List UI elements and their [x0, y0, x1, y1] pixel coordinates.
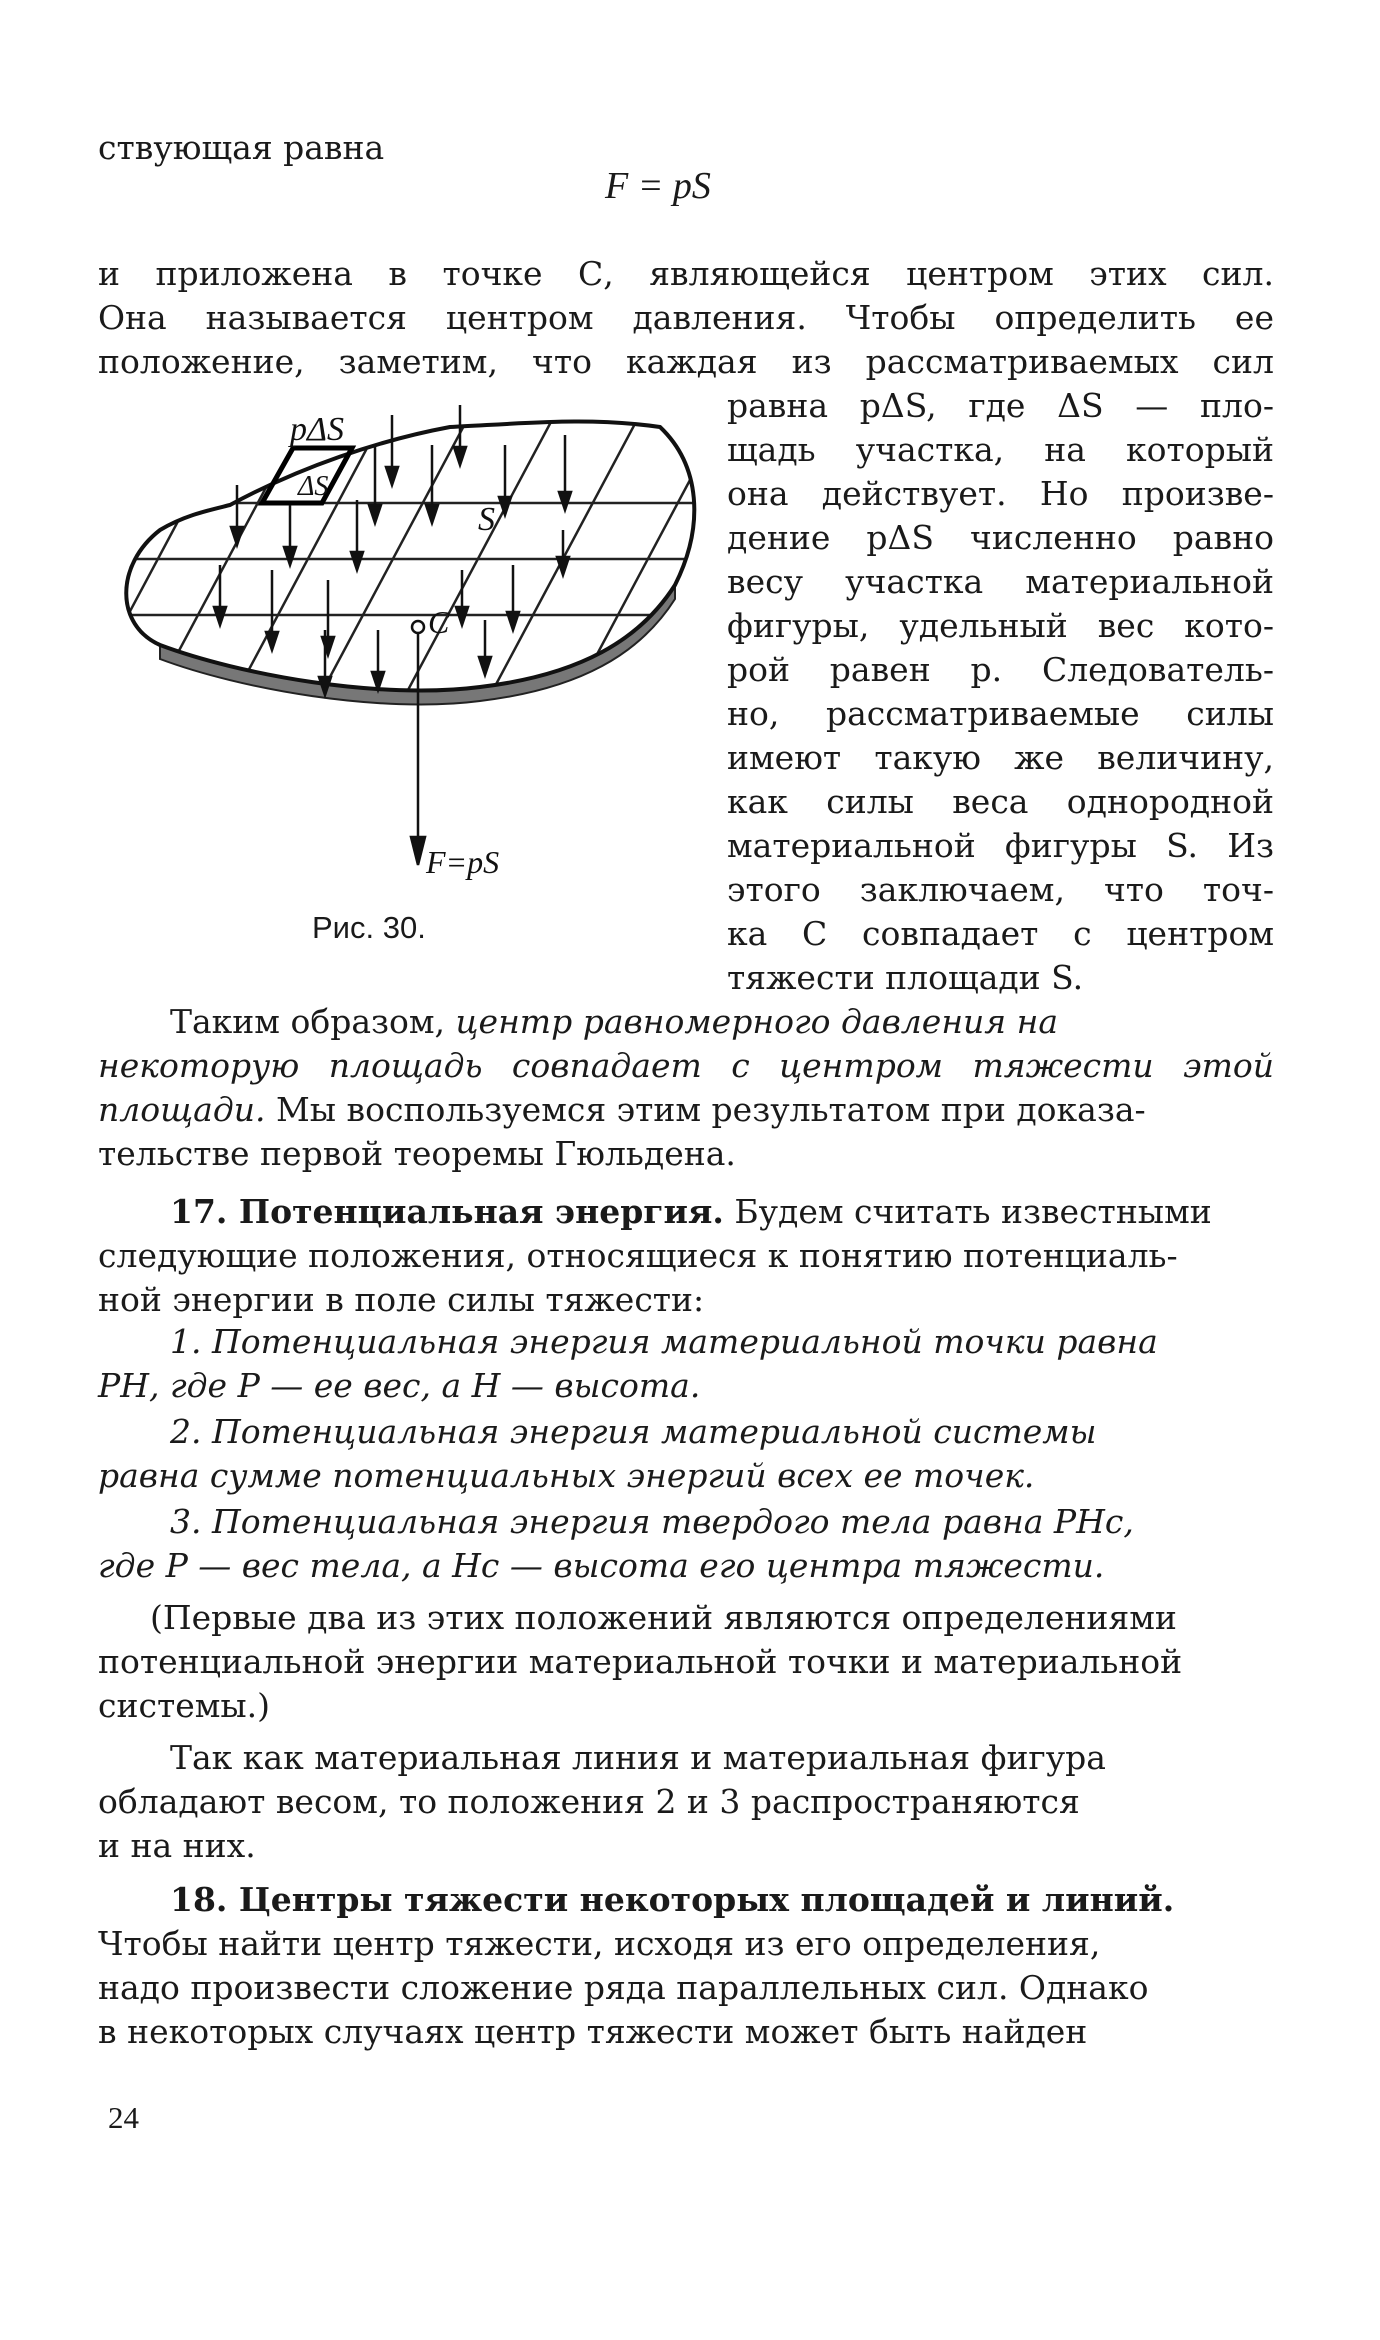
section17-line1: Будем считать известными: [723, 1192, 1212, 1231]
wrap-line-11: материальной фигуры S. Из: [727, 826, 1274, 865]
wrap-line-10: как силы веса однородной: [727, 782, 1274, 821]
section17-heading-line: [170, 1190, 1212, 1234]
para1-line1: и приложена в точке С, являющейся центром этих сил.: [98, 254, 1274, 293]
para2-line4: тельстве первой теоремы Гюльдена.: [98, 1134, 736, 1173]
section18-line3: в некоторых случаях центр тяжести может быть найден: [98, 2012, 1088, 2051]
figure-outline: [126, 422, 694, 691]
section17-line3: ной энергии в поле силы тяжести:: [98, 1280, 705, 1319]
item1-line2: PH, где P — ее вес, а H — высота.: [98, 1366, 701, 1405]
header-fragment: ствующая равна: [98, 128, 385, 167]
wrap-line-12: этого заключаем, что точ-: [727, 870, 1274, 909]
label-p-delta-s: pΔS: [290, 411, 344, 448]
label-c: C: [428, 604, 450, 640]
para3-line1: (Первые два из этих положений являются определениями: [150, 1598, 1177, 1637]
wrap-line-14: тяжести площади S.: [727, 958, 1084, 997]
center-point-c: [412, 621, 424, 633]
item3-line2: где P — вес тела, а Hc — высота его центра тяжести.: [98, 1546, 1105, 1585]
page-number: 24: [108, 2100, 139, 2135]
section18-line2: надо произвести сложение ряда параллельных сил. Однако: [98, 1968, 1149, 2007]
wrap-line-6: фигуры, удельный вес кото-: [727, 606, 1274, 645]
section18-line1: Чтобы найти центр тяжести, исходя из его определения,: [98, 1924, 1101, 1963]
equation-f-ps: F = pS: [605, 165, 711, 207]
wrap-line-3: она действует. Но произве-: [727, 474, 1274, 513]
label-delta-s: ΔS: [298, 471, 329, 502]
para2-line1: Таким образом, центр равномерного давления на: [170, 1002, 1059, 1041]
item1-line1: 1. Потенциальная энергия материальной точки равна: [170, 1322, 1158, 1361]
wrap-line-4: дение pΔS численно равно: [727, 518, 1274, 557]
para4-line2: обладают весом, то положения 2 и 3 распространяются: [98, 1782, 1080, 1821]
section17-heading: 17. Потенциальная энергия.: [170, 1192, 724, 1231]
para3-line2: потенциальной энергии материальной точки и материальной: [98, 1642, 1183, 1681]
section18-heading: 18. Центры тяжести некоторых площадей и линий.: [170, 1880, 1175, 1919]
para4-line3: и на них.: [98, 1826, 256, 1865]
figure-caption: Рис. 30.: [312, 910, 426, 945]
wrap-line-7: рой равен p. Следователь-: [727, 650, 1274, 689]
wrap-line-1: равна pΔS, где ΔS — пло-: [727, 386, 1274, 425]
force-arrows: [214, 405, 571, 865]
wrap-line-8: но, рассматриваемые силы: [727, 694, 1274, 733]
para4-line1: Так как материальная линия и материальная фигура: [170, 1738, 1106, 1777]
figure-30-pressure-diagram: [120, 405, 710, 905]
label-f-ps: F=pS: [426, 844, 500, 880]
wrap-line-5: весу участка материальной: [727, 562, 1274, 601]
item2-line2: равна сумме потенциальных энергий всех ее точек.: [98, 1456, 1035, 1495]
wrap-line-2: щадь участка, на который: [727, 430, 1274, 469]
para1-line2: Она называется центром давления. Чтобы определить ее: [98, 298, 1274, 337]
para2-line2: некоторую площадь совпадает с центром тяжести этой: [98, 1046, 1274, 1085]
label-s: S: [478, 501, 495, 538]
para3-line3: системы.): [98, 1686, 271, 1725]
wrap-line-13: ка С совпадает с центром: [727, 914, 1274, 953]
para2-line3: площади. Мы воспользуемся этим результатом при доказа-: [98, 1090, 1146, 1129]
para1-line3: положение, заметим, что каждая из рассматриваемых сил: [98, 342, 1274, 381]
item3-line1: 3. Потенциальная энергия твердого тела равна PHc,: [170, 1502, 1134, 1541]
item2-line1: 2. Потенциальная энергия материальной системы: [170, 1412, 1097, 1451]
section17-line2: следующие положения, относящиеся к понятию потенциаль-: [98, 1236, 1178, 1275]
wrap-line-9: имеют такую же величину,: [727, 738, 1274, 777]
